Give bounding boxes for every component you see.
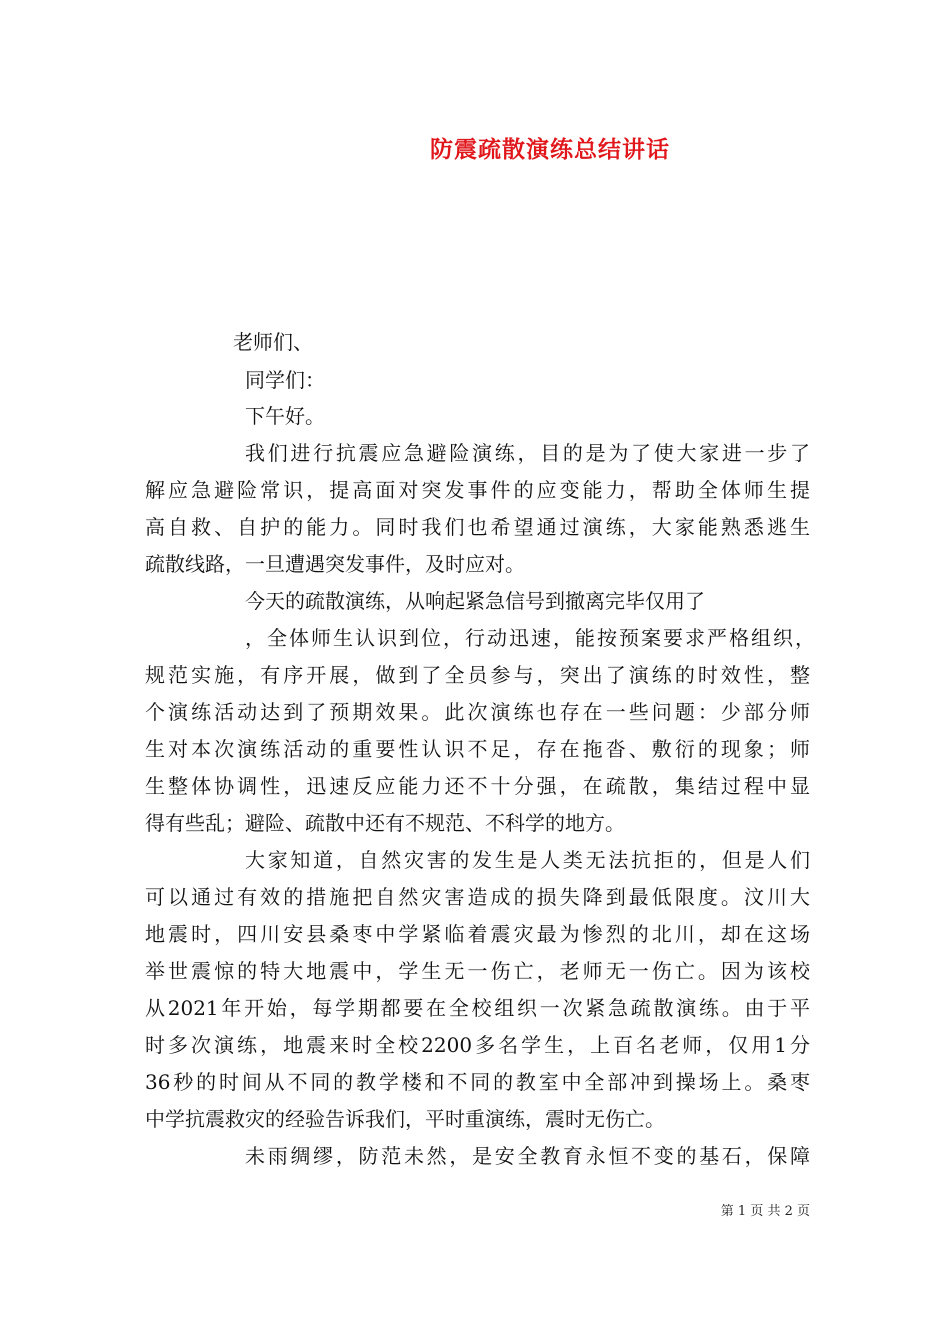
text-line: 生整体协调性，迅速反应能力还不十分强，在疏散，集结过程中显	[145, 774, 810, 798]
text-line: 老师们、	[233, 330, 313, 354]
text-line: 举世震惊的特大地震中，学生无一伤亡，老师无一伤亡。因为该校	[145, 959, 810, 983]
text-line: 同学们：	[245, 368, 325, 392]
text-line: 未雨绸缪，防范未然，是安全教育永恒不变的基石，保障	[245, 1144, 810, 1168]
text-line: 得有些乱；避险、疏散中还有不规范、不科学的地方。	[145, 811, 625, 835]
text-line: 从2021年开始，每学期都要在全校组织一次紧急疏散演练。由于平	[145, 996, 810, 1020]
text-line: 大家知道，自然灾害的发生是人类无法抗拒的，但是人们	[245, 848, 810, 872]
text-line: 解应急避险常识，提高面对突发事件的应变能力，帮助全体师生提	[145, 478, 810, 502]
text-line: 个演练活动达到了预期效果。此次演练也存在一些问题：少部分师	[145, 700, 810, 724]
text-line: 可以通过有效的措施把自然灾害造成的损失降到最低限度。汶川大	[145, 885, 810, 909]
text-line: 我们进行抗震应急避险演练，目的是为了使大家进一步了	[245, 441, 810, 465]
text-line: 疏散线路，一旦遭遇突发事件，及时应对。	[145, 552, 525, 576]
text-line: 时多次演练，地震来时全校2200多名学生，上百名老师，仅用1分	[145, 1033, 810, 1057]
text-line: 下午好。	[245, 404, 325, 428]
text-line: 中学抗震救灾的经验告诉我们，平时重演练，震时无伤亡。	[145, 1107, 665, 1131]
text-line: ，全体师生认识到位，行动迅速，能按预案要求严格组织，	[245, 626, 815, 650]
text-line: 高自救、自护的能力。同时我们也希望通过演练，大家能熟悉逃生	[145, 515, 810, 539]
text-line: 今天的疏散演练，从响起紧急信号到撤离完毕仅用了	[245, 589, 705, 613]
text-line: 36秒的时间从不同的教学楼和不同的教室中全部冲到操场上。桑枣	[145, 1070, 810, 1094]
text-line: 生对本次演练活动的重要性认识不足，存在拖沓、敷衍的现象；师	[145, 737, 810, 761]
text-line: 地震时，四川安县桑枣中学紧临着震灾最为惨烈的北川，却在这场	[145, 922, 810, 946]
text-line: 规范实施，有序开展，做到了全员参与，突出了演练的时效性，整	[145, 663, 810, 687]
page-number: 第 1 页 共 2 页	[720, 1204, 810, 1219]
document-title: 防震疏散演练总结讲话	[430, 136, 670, 163]
